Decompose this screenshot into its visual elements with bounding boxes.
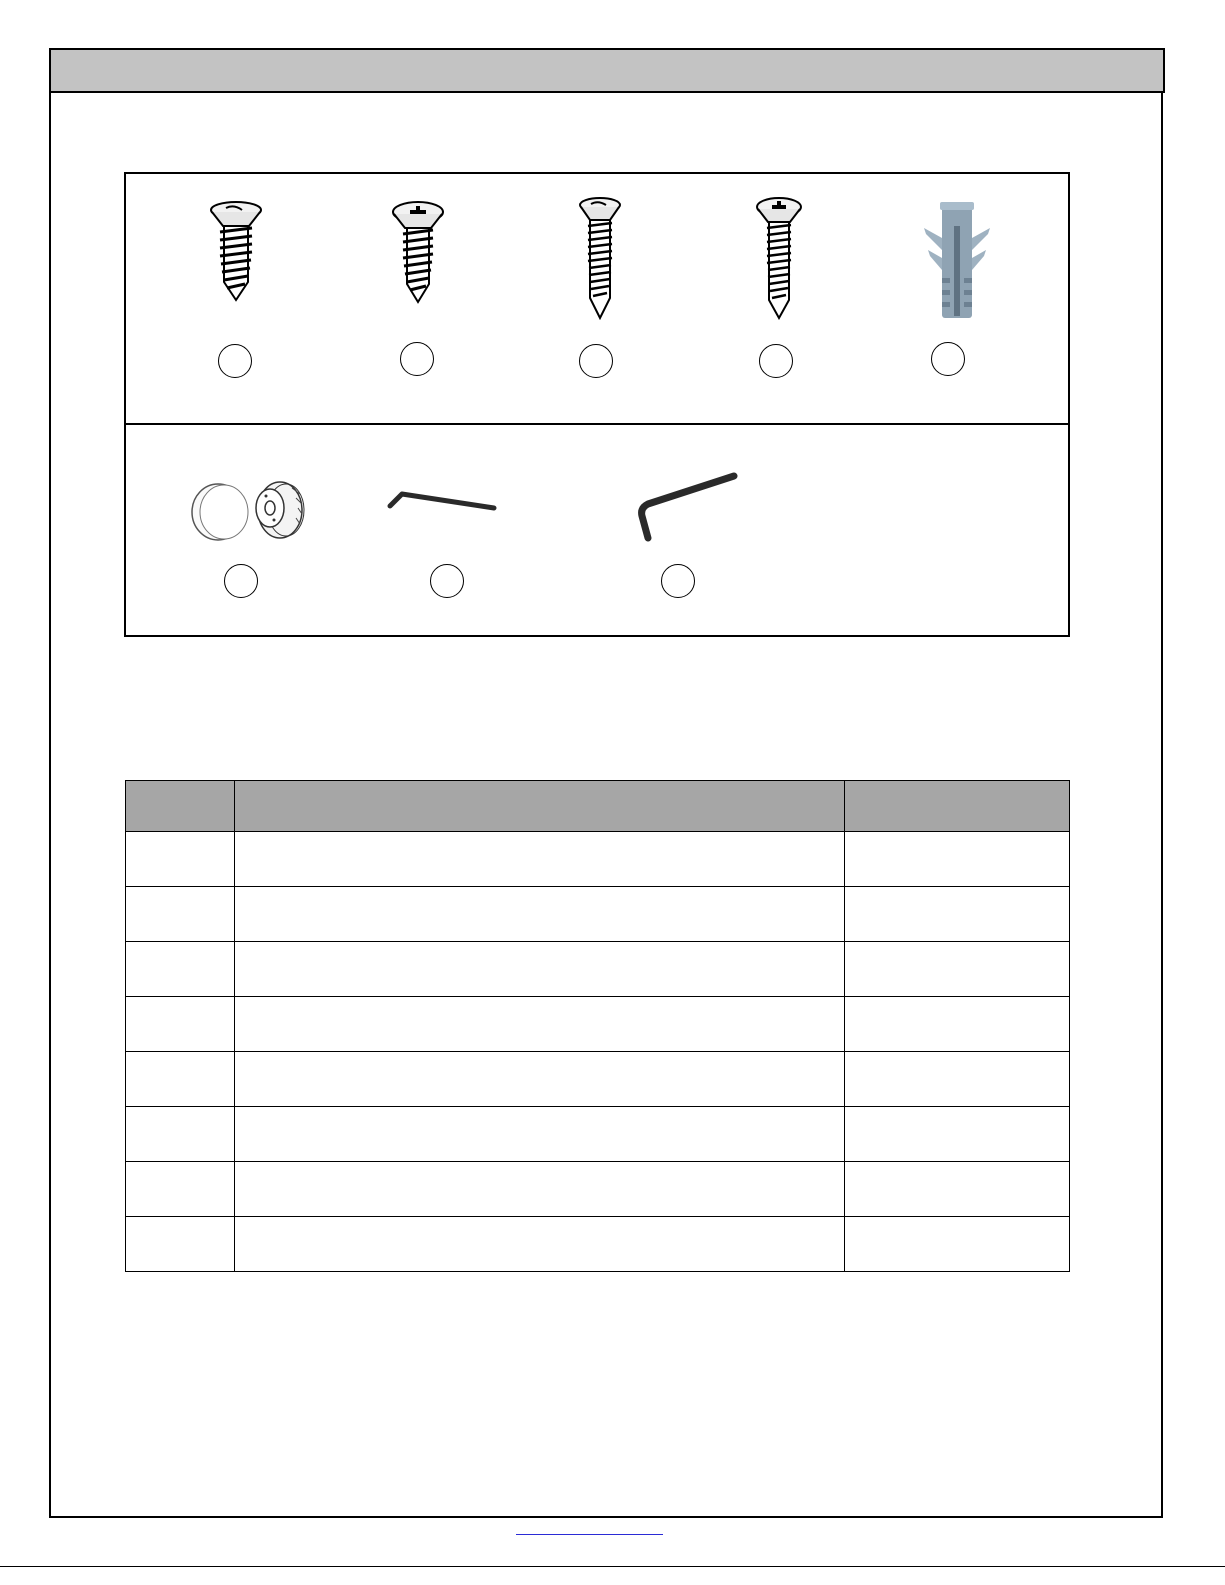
phillips-screw-long-icon <box>754 196 804 320</box>
table-row <box>126 1107 1070 1162</box>
part-label-circle <box>661 564 695 598</box>
table-cell <box>235 1052 845 1107</box>
table-row <box>126 997 1070 1052</box>
table-header-row <box>126 781 1070 832</box>
table-cell <box>845 1217 1070 1272</box>
table-row <box>126 1217 1070 1272</box>
part-label-circle <box>224 564 258 598</box>
table-cell <box>845 942 1070 997</box>
part-label-circle <box>759 344 793 378</box>
table-cell <box>845 887 1070 942</box>
part-label-circle <box>579 344 613 378</box>
table-row <box>126 942 1070 997</box>
hex-key-short-icon <box>630 468 742 550</box>
part-label-circle <box>931 342 965 376</box>
table-cell <box>235 832 845 887</box>
table-cell <box>235 1162 845 1217</box>
table-row <box>126 832 1070 887</box>
table-cell <box>126 1217 235 1272</box>
part-label-circle <box>430 564 464 598</box>
hex-key-long-icon <box>386 488 498 522</box>
header-cell-quantity <box>845 781 1070 832</box>
wood-screw-short-icon <box>208 200 264 304</box>
table-cell <box>845 1107 1070 1162</box>
footer-link[interactable] <box>516 1534 663 1535</box>
parts-list-table <box>125 780 1070 1272</box>
table-cell <box>126 1162 235 1217</box>
wood-screw-long-icon <box>576 196 624 320</box>
table-cell <box>126 997 235 1052</box>
table-cell <box>235 887 845 942</box>
table-cell <box>126 1052 235 1107</box>
table-row <box>126 1162 1070 1217</box>
part-label-circle <box>218 344 252 378</box>
table-cell <box>126 942 235 997</box>
part-label-circle <box>400 342 434 376</box>
table-cell <box>126 1107 235 1162</box>
table-cell <box>235 1217 845 1272</box>
table-cell <box>845 1052 1070 1107</box>
table-row <box>126 887 1070 942</box>
table-row <box>126 1052 1070 1107</box>
panel-divider <box>126 423 1068 425</box>
table-cell <box>845 997 1070 1052</box>
table-cell <box>845 1162 1070 1217</box>
header-cell-part <box>126 781 235 832</box>
header-bar <box>49 48 1165 93</box>
table-cell <box>126 887 235 942</box>
table-cell <box>126 832 235 887</box>
hardware-parts-panel <box>124 172 1070 637</box>
wall-anchor-icon <box>914 198 1000 322</box>
table-cell <box>845 832 1070 887</box>
phillips-screw-short-icon <box>390 200 446 304</box>
cover-cap-icon <box>188 474 308 546</box>
table-cell <box>235 1107 845 1162</box>
table-cell <box>235 997 845 1052</box>
table-cell <box>235 942 845 997</box>
header-cell-description <box>235 781 845 832</box>
bottom-rule <box>0 1566 1225 1567</box>
